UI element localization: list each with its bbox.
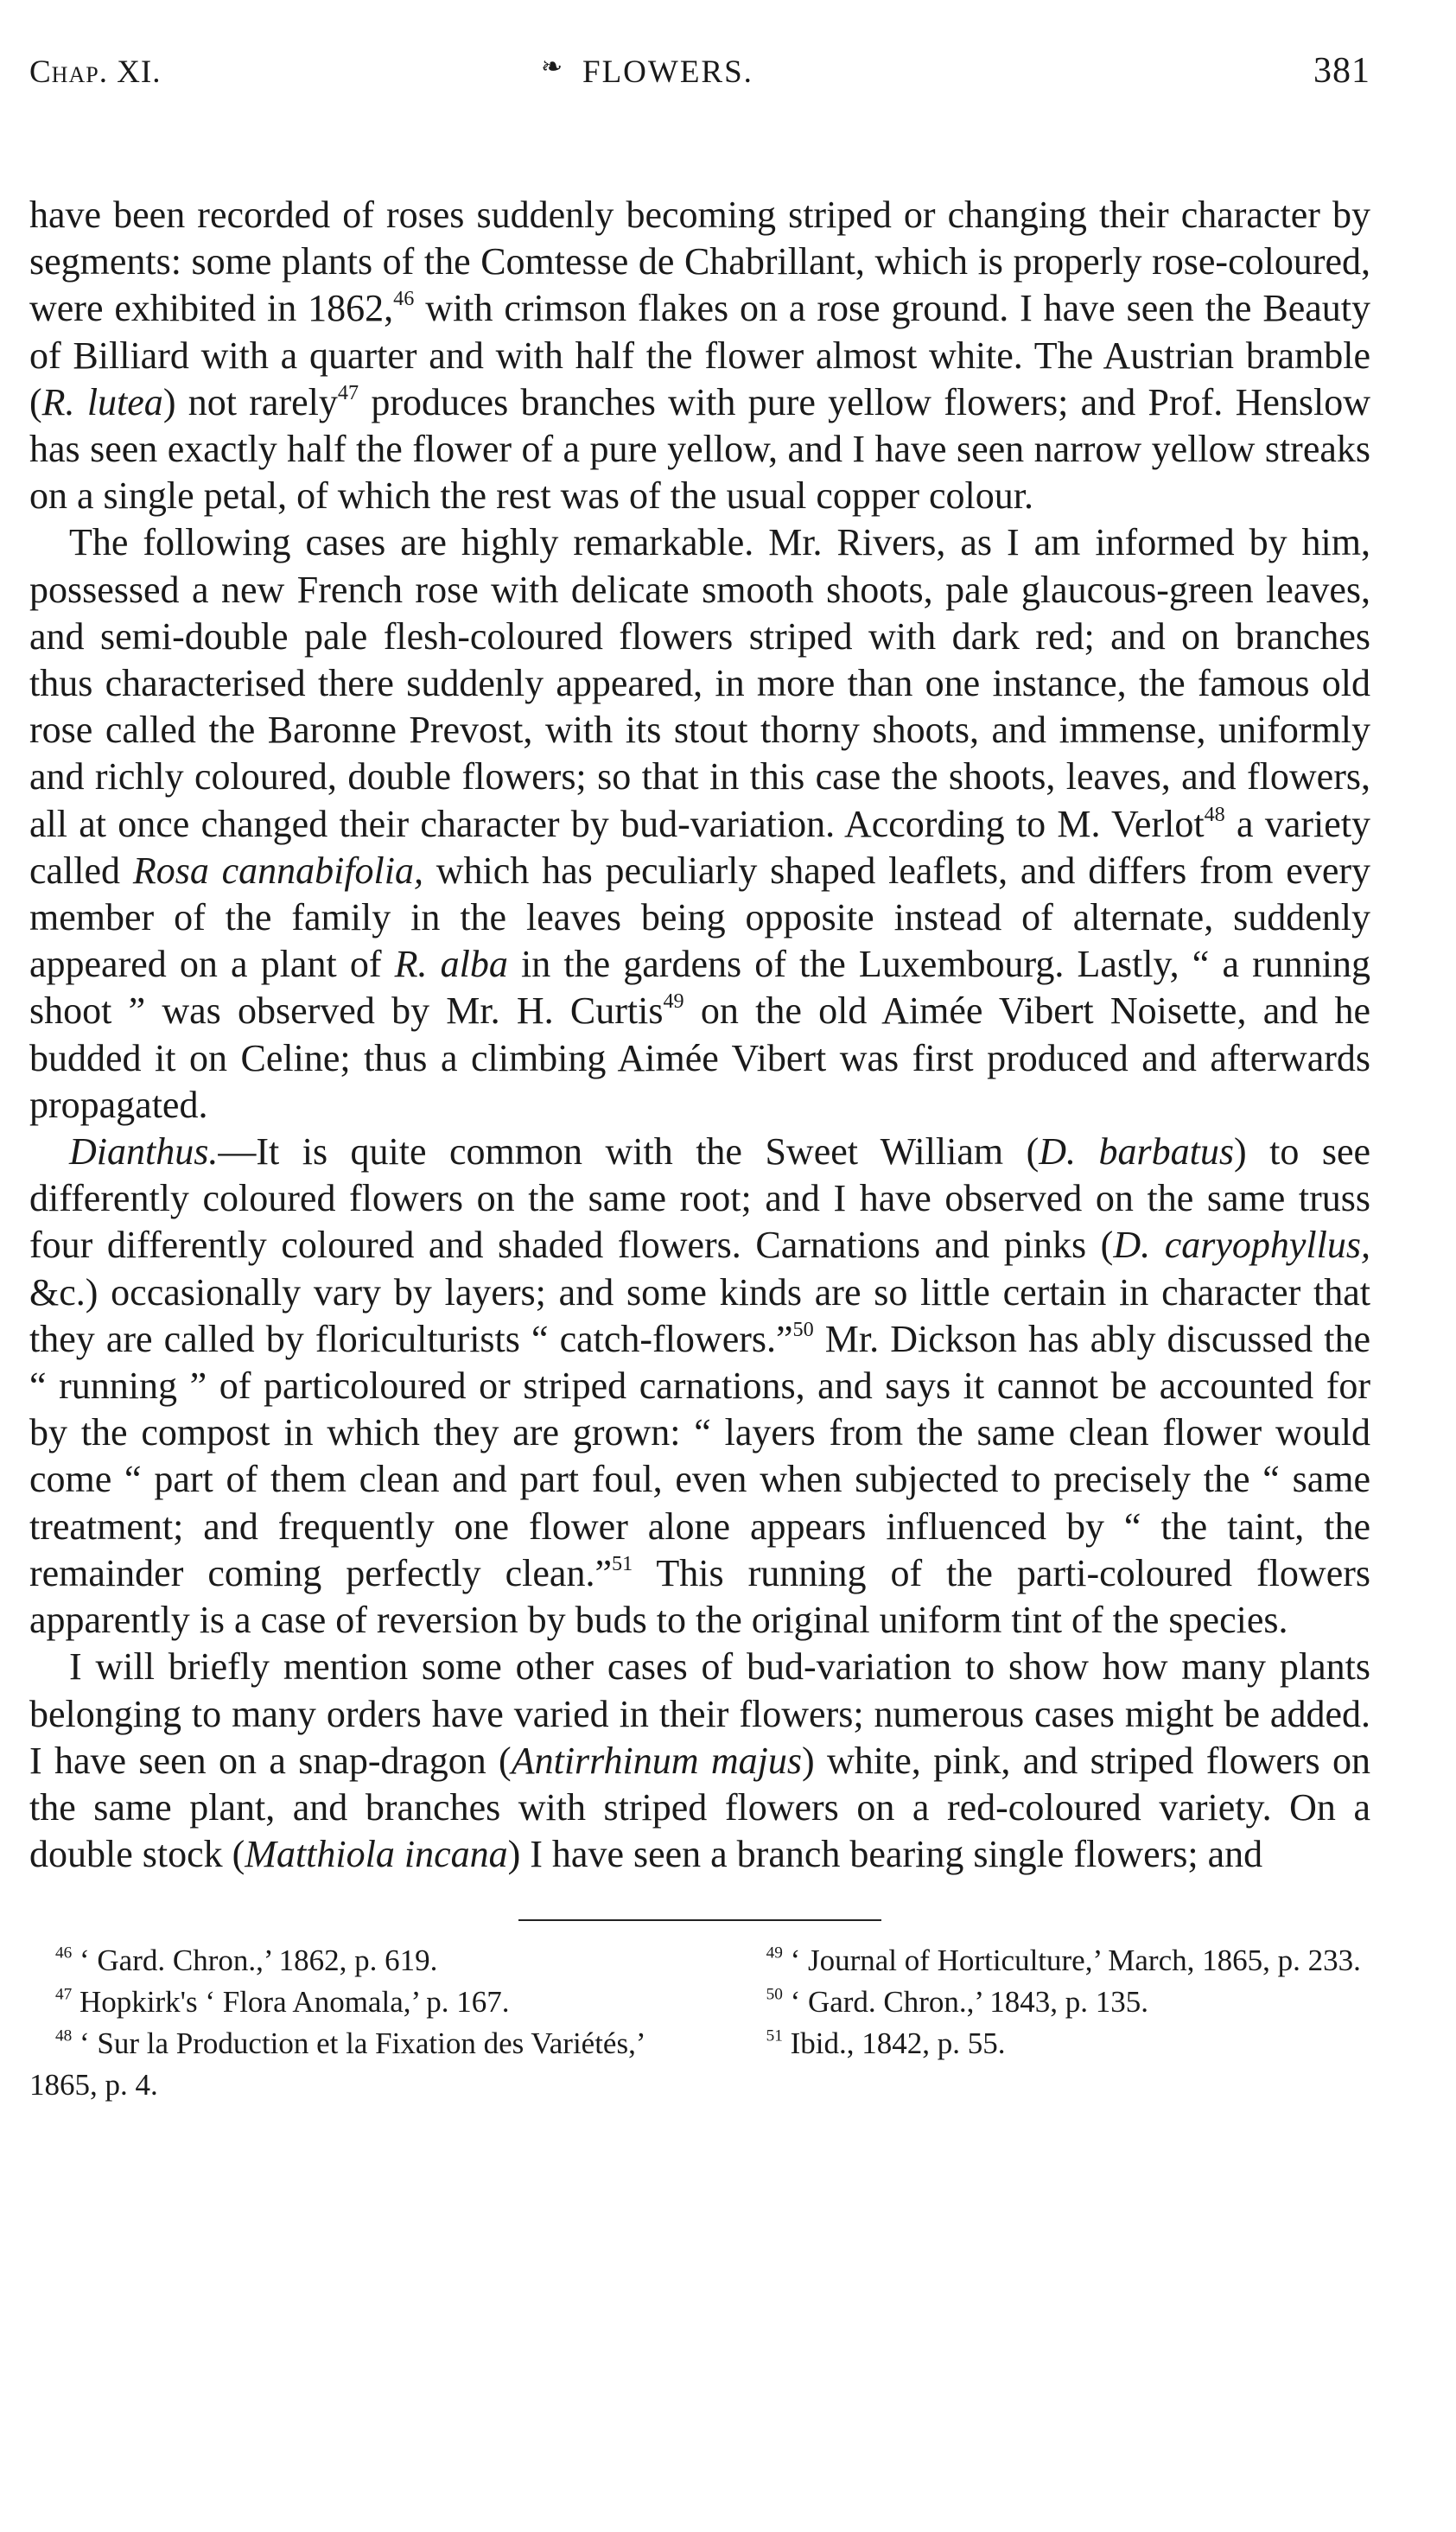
footnote-49 (741, 1940, 1370, 1982)
text-run: on the old Aimée Vibert Noisette, and he budded it on Celine; thus a climbing Aimée Vibert was first produced and afterwards propagated. (29, 989, 1370, 1126)
footnote-number: 46 (55, 1944, 73, 1963)
footnote-46 (29, 1940, 700, 1982)
footnotes-right-column (741, 1940, 1370, 2106)
text-run: &c.) occasionally vary by layers; and some kinds are so little certain in character that they are called by floriculturists “ catch-flowers.” (29, 1270, 1370, 1360)
text-run: in the gardens of the Luxembourg. Lastly, “ a running shoot ” was observed by Mr. H. Curtis (29, 943, 1371, 1033)
text-run: The following cases are highly remarkable. Mr. Rivers, as I am informed by him, possessed a new French rose with delicate smooth shoots, pale glaucous-green leaves, and semi-double pale flesh-coloured flowers striped with dark red; and on branches thus characterised there suddenly appeared, in more than one instance, the famous old rose called the Baronne Prevost, with its stout thorny shoots, and immense, uniformly and richly coloured, double flowers; so that in this case the shoots, leaves, and flowers, all at once changed their character by bud-variation. According to M. Verlot (29, 521, 1370, 845)
footnote-ref-47: 47 (337, 380, 359, 404)
footnote-50 (741, 1982, 1370, 2023)
species-name: Rosa cannabifolia, (132, 849, 424, 892)
text-run: have been recorded of roses suddenly becoming striped or changing their character by segments: some plants of the Comtesse de Chabrillant, which is properly rose-coloured, were exhibited in 1862, (29, 194, 1370, 330)
footnote-47 (29, 1982, 700, 2023)
text-run: ) not rarely (162, 380, 338, 423)
paragraph-2 (29, 519, 1370, 1129)
footnote-divider (518, 1919, 881, 1921)
text-run: I will briefly mention some other cases of bud-variation to show how many plants belonging to many orders have varied in their flowers; numerous cases might be added. I have seen on a snap-dragon ( (29, 1645, 1370, 1782)
text-run: —It is quite common with the Sweet William ( (218, 1130, 1040, 1174)
paragraph-4 (29, 1644, 1370, 1878)
footnote-number: 49 (766, 1944, 783, 1963)
species-name: D. caryophyllus, (1113, 1224, 1370, 1267)
footnote-text: ‘ Journal of Horticulture,’ March, 1865, p. 233. (782, 1944, 1361, 1978)
book-page (29, 43, 1370, 2106)
text-run: produces branches with pure yellow flowers; and Prof. Henslow has seen exactly half the flower of a pure yellow, and I have seen narrow yellow streaks on a single petal, of which the rest was of the usual copper colour. (29, 380, 1370, 518)
footnote-number: 50 (766, 1985, 783, 2004)
text-run: a variety called (29, 802, 1370, 892)
text-run: Mr. Dickson has ably discussed the “ running ” of particoloured or striped carnations, and says it cannot be accounted for by the compost in which they are grown: “ layers from the same clean flower would come “ part of them clean and part foul, even when subjected to precisely the “ same treatment; and frequently one flower alone appears influenced by “ the taint, the remainder coming perfectly clean.” (29, 1317, 1370, 1594)
running-title: FLOWERS. (582, 54, 753, 90)
footnote-text: ‘ Sur la Production et la Fixation des Variétés,’ 1865, p. 4. (29, 2026, 644, 2103)
footnote-text: ‘ Gard. Chron.,’ 1862, p. 619. (72, 1944, 438, 1978)
footnotes (29, 1940, 1370, 2106)
species-name: Matthiola incana (245, 1833, 508, 1876)
running-header (29, 43, 1370, 121)
footnotes-left-column (29, 1940, 700, 2106)
section-heading: Dianthus. (69, 1130, 219, 1174)
text-run: ) to see differently coloured flowers on the same root; and I have observed on the same truss four differently coloured and shaded flowers. Carnations and pinks ( (29, 1130, 1371, 1267)
footnote-text: Hopkirk's ‘ Flora Anomala,’ p. 167. (72, 1985, 510, 2020)
text-run: ) white, pink, and striped flowers on the same plant, and branches with striped flowers on a red-coloured variety. On a double stock ( (29, 1739, 1371, 1876)
footnote-text: ‘ Gard. Chron.,’ 1843, p. 135. (782, 1985, 1148, 2020)
footnote-ref-48: 48 (1204, 802, 1225, 826)
footnote-ref-50: 50 (792, 1317, 814, 1341)
species-name: R. lutea (41, 380, 163, 423)
paragraph-3 (29, 1129, 1370, 1644)
chapter-label: Chap. XI. (29, 54, 162, 90)
text-run: which has peculiarly shaped leaflets, and differs from every member of the family in the leaves being opposite instead of alternate, suddenly appeared on a plant of (29, 849, 1371, 986)
footnote-ref-51: 51 (611, 1551, 633, 1575)
text-run: This running of the parti-coloured flowers apparently is a case of reversion by buds to the original uniform tint of the species. (29, 1551, 1370, 1642)
species-name: Antirrhinum majus (511, 1739, 802, 1782)
footnote-text: Ibid., 1842, p. 55. (782, 2026, 1006, 2061)
footnote-ref-46: 46 (393, 287, 415, 311)
footnote-number: 47 (55, 1985, 73, 2004)
text-run: with crimson flakes on a rose ground. I have seen the Beauty of Billiard with a quarter and with half the flower almost white. The Austrian bramble ( (29, 287, 1370, 423)
text-run: ) I have seen a branch bearing single flowers; and (507, 1833, 1263, 1876)
body-text (29, 192, 1370, 1878)
footnote-number: 51 (766, 2026, 783, 2045)
footnote-number: 48 (55, 2026, 73, 2045)
species-name: R. alba (394, 943, 508, 986)
footnote-48 (29, 2023, 700, 2106)
paragraph-1 (29, 192, 1370, 519)
species-name: D. barbatus (1039, 1130, 1234, 1174)
ornament-icon: ❧ (541, 53, 564, 81)
footnote-ref-49: 49 (663, 989, 684, 1014)
footnote-51 (741, 2023, 1370, 2064)
page-number: 381 (1313, 51, 1370, 91)
